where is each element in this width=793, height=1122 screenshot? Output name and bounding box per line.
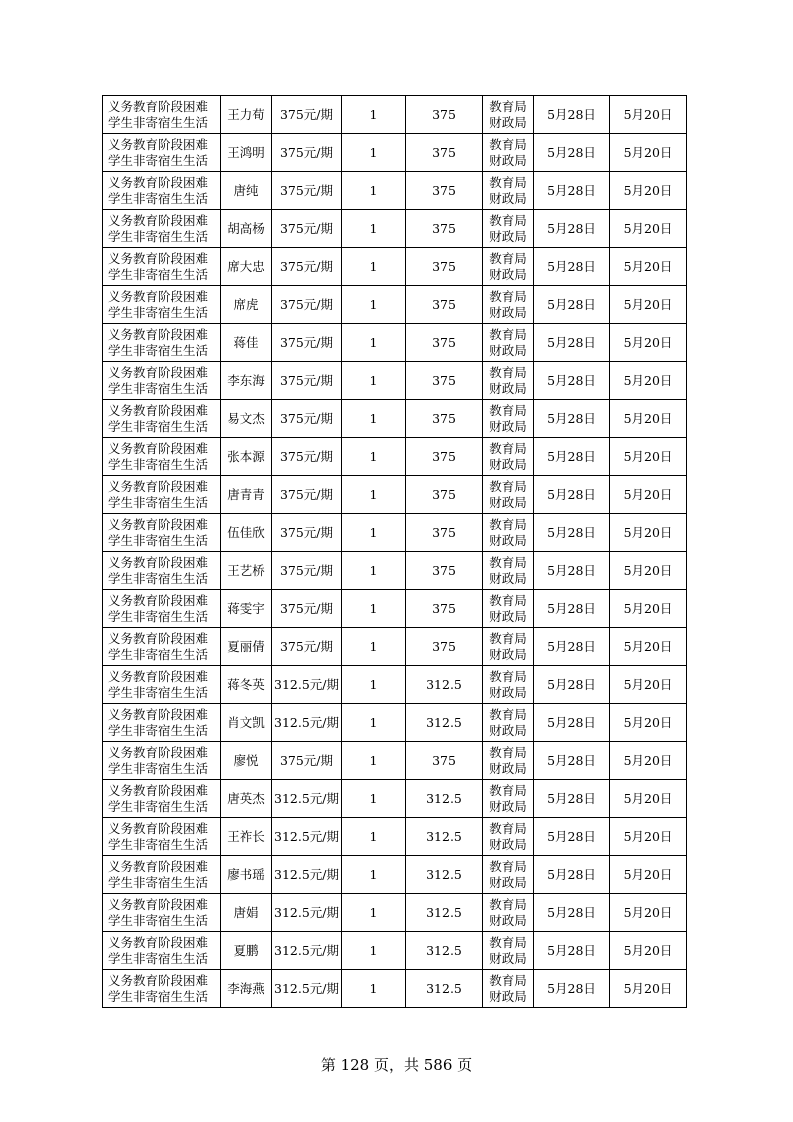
- amount-cell: 375: [406, 210, 483, 248]
- table-row: [103, 286, 687, 324]
- date-cell: 5月20日: [610, 894, 687, 932]
- project-cell: 义务教育阶段困难学生非寄宿生生活: [103, 666, 221, 704]
- date-cell: 5月20日: [610, 970, 687, 1008]
- count-cell: 1: [342, 362, 406, 400]
- table-row: [103, 438, 687, 476]
- name-cell: 蒋佳: [221, 324, 272, 362]
- date-cell: 5月20日: [610, 210, 687, 248]
- count-cell: 1: [342, 286, 406, 324]
- project-cell: 义务教育阶段困难学生非寄宿生生活: [103, 932, 221, 970]
- count-cell: 1: [342, 324, 406, 362]
- count-cell: 1: [342, 400, 406, 438]
- standard-cell: 375元/期: [272, 628, 342, 666]
- amount-cell: 375: [406, 514, 483, 552]
- date-cell: 5月28日: [534, 400, 610, 438]
- name-cell: 李海燕: [221, 970, 272, 1008]
- project-cell: 义务教育阶段困难学生非寄宿生生活: [103, 210, 221, 248]
- date-cell: 5月20日: [610, 628, 687, 666]
- project-cell: 义务教育阶段困难学生非寄宿生生活: [103, 628, 221, 666]
- project-cell: 义务教育阶段困难学生非寄宿生生活: [103, 894, 221, 932]
- amount-cell: 375: [406, 742, 483, 780]
- table-row: [103, 818, 687, 856]
- table-row: [103, 210, 687, 248]
- amount-cell: 375: [406, 248, 483, 286]
- name-cell: 唐纯: [221, 172, 272, 210]
- department-cell: 教育局财政局: [483, 172, 534, 210]
- standard-cell: 312.5元/期: [272, 666, 342, 704]
- department-cell: 教育局财政局: [483, 324, 534, 362]
- amount-cell: 375: [406, 552, 483, 590]
- amount-cell: 375: [406, 286, 483, 324]
- date-cell: 5月28日: [534, 476, 610, 514]
- table-row: [103, 552, 687, 590]
- date-cell: 5月28日: [534, 210, 610, 248]
- count-cell: 1: [342, 666, 406, 704]
- department-cell: 教育局财政局: [483, 970, 534, 1008]
- table-row: [103, 134, 687, 172]
- department-cell: 教育局财政局: [483, 286, 534, 324]
- amount-cell: 312.5: [406, 780, 483, 818]
- date-cell: 5月20日: [610, 514, 687, 552]
- standard-cell: 312.5元/期: [272, 780, 342, 818]
- date-cell: 5月20日: [610, 96, 687, 134]
- date-cell: 5月28日: [534, 438, 610, 476]
- name-cell: 易文杰: [221, 400, 272, 438]
- date-cell: 5月20日: [610, 438, 687, 476]
- date-cell: 5月20日: [610, 552, 687, 590]
- count-cell: 1: [342, 172, 406, 210]
- amount-cell: 312.5: [406, 666, 483, 704]
- date-cell: 5月28日: [534, 96, 610, 134]
- standard-cell: 375元/期: [272, 514, 342, 552]
- name-cell: 夏鹏: [221, 932, 272, 970]
- count-cell: 1: [342, 704, 406, 742]
- table-row: [103, 780, 687, 818]
- count-cell: 1: [342, 628, 406, 666]
- date-cell: 5月20日: [610, 324, 687, 362]
- amount-cell: 375: [406, 172, 483, 210]
- department-cell: 教育局财政局: [483, 932, 534, 970]
- project-cell: 义务教育阶段困难学生非寄宿生生活: [103, 438, 221, 476]
- date-cell: 5月20日: [610, 932, 687, 970]
- standard-cell: 375元/期: [272, 324, 342, 362]
- department-cell: 教育局财政局: [483, 856, 534, 894]
- count-cell: 1: [342, 590, 406, 628]
- date-cell: 5月28日: [534, 742, 610, 780]
- amount-cell: 312.5: [406, 970, 483, 1008]
- table-row: [103, 400, 687, 438]
- date-cell: 5月28日: [534, 514, 610, 552]
- date-cell: 5月28日: [534, 324, 610, 362]
- count-cell: 1: [342, 438, 406, 476]
- date-cell: 5月20日: [610, 666, 687, 704]
- count-cell: 1: [342, 818, 406, 856]
- project-cell: 义务教育阶段困难学生非寄宿生生活: [103, 400, 221, 438]
- count-cell: 1: [342, 970, 406, 1008]
- name-cell: 王力荀: [221, 96, 272, 134]
- standard-cell: 375元/期: [272, 400, 342, 438]
- project-cell: 义务教育阶段困难学生非寄宿生生活: [103, 590, 221, 628]
- standard-cell: 375元/期: [272, 476, 342, 514]
- date-cell: 5月20日: [610, 590, 687, 628]
- date-cell: 5月20日: [610, 134, 687, 172]
- date-cell: 5月20日: [610, 248, 687, 286]
- project-cell: 义务教育阶段困难学生非寄宿生生活: [103, 96, 221, 134]
- department-cell: 教育局财政局: [483, 742, 534, 780]
- amount-cell: 375: [406, 96, 483, 134]
- project-cell: 义务教育阶段困难学生非寄宿生生活: [103, 248, 221, 286]
- standard-cell: 375元/期: [272, 590, 342, 628]
- amount-cell: 375: [406, 134, 483, 172]
- department-cell: 教育局财政局: [483, 666, 534, 704]
- count-cell: 1: [342, 476, 406, 514]
- amount-cell: 312.5: [406, 894, 483, 932]
- count-cell: 1: [342, 552, 406, 590]
- name-cell: 李东海: [221, 362, 272, 400]
- date-cell: 5月28日: [534, 552, 610, 590]
- count-cell: 1: [342, 248, 406, 286]
- standard-cell: 375元/期: [272, 552, 342, 590]
- count-cell: 1: [342, 780, 406, 818]
- project-cell: 义务教育阶段困难学生非寄宿生生活: [103, 970, 221, 1008]
- name-cell: 张本源: [221, 438, 272, 476]
- project-cell: 义务教育阶段困难学生非寄宿生生活: [103, 172, 221, 210]
- table-row: [103, 514, 687, 552]
- table-row: [103, 172, 687, 210]
- standard-cell: 312.5元/期: [272, 818, 342, 856]
- standard-cell: 312.5元/期: [272, 856, 342, 894]
- name-cell: 伍佳欣: [221, 514, 272, 552]
- standard-cell: 312.5元/期: [272, 704, 342, 742]
- project-cell: 义务教育阶段困难学生非寄宿生生活: [103, 286, 221, 324]
- department-cell: 教育局财政局: [483, 134, 534, 172]
- page-number-footer: 第 128 页，共 586 页: [320, 1056, 473, 1074]
- project-cell: 义务教育阶段困难学生非寄宿生生活: [103, 134, 221, 172]
- name-cell: 胡高杨: [221, 210, 272, 248]
- name-cell: 夏丽倩: [221, 628, 272, 666]
- date-cell: 5月28日: [534, 818, 610, 856]
- subsidy-table: [102, 95, 687, 1008]
- date-cell: 5月20日: [610, 286, 687, 324]
- date-cell: 5月28日: [534, 856, 610, 894]
- name-cell: 唐英杰: [221, 780, 272, 818]
- date-cell: 5月28日: [534, 590, 610, 628]
- table-body: [103, 96, 687, 1008]
- project-cell: 义务教育阶段困难学生非寄宿生生活: [103, 856, 221, 894]
- date-cell: 5月20日: [610, 400, 687, 438]
- amount-cell: 375: [406, 362, 483, 400]
- name-cell: 唐娟: [221, 894, 272, 932]
- count-cell: 1: [342, 96, 406, 134]
- date-cell: 5月20日: [610, 856, 687, 894]
- table-row: [103, 628, 687, 666]
- table-row: [103, 248, 687, 286]
- name-cell: 蒋雯宇: [221, 590, 272, 628]
- count-cell: 1: [342, 742, 406, 780]
- table-row: [103, 362, 687, 400]
- count-cell: 1: [342, 856, 406, 894]
- amount-cell: 375: [406, 400, 483, 438]
- table-row: [103, 704, 687, 742]
- standard-cell: 312.5元/期: [272, 894, 342, 932]
- amount-cell: 312.5: [406, 818, 483, 856]
- standard-cell: 375元/期: [272, 248, 342, 286]
- date-cell: 5月28日: [534, 172, 610, 210]
- date-cell: 5月28日: [534, 780, 610, 818]
- project-cell: 义务教育阶段困难学生非寄宿生生活: [103, 476, 221, 514]
- amount-cell: 312.5: [406, 856, 483, 894]
- date-cell: 5月20日: [610, 476, 687, 514]
- date-cell: 5月28日: [534, 970, 610, 1008]
- department-cell: 教育局财政局: [483, 552, 534, 590]
- department-cell: 教育局财政局: [483, 400, 534, 438]
- name-cell: 廖悦: [221, 742, 272, 780]
- amount-cell: 375: [406, 590, 483, 628]
- standard-cell: 375元/期: [272, 362, 342, 400]
- date-cell: 5月28日: [534, 362, 610, 400]
- department-cell: 教育局财政局: [483, 476, 534, 514]
- date-cell: 5月28日: [534, 666, 610, 704]
- name-cell: 唐青青: [221, 476, 272, 514]
- project-cell: 义务教育阶段困难学生非寄宿生生活: [103, 818, 221, 856]
- department-cell: 教育局财政局: [483, 628, 534, 666]
- date-cell: 5月28日: [534, 704, 610, 742]
- department-cell: 教育局财政局: [483, 210, 534, 248]
- department-cell: 教育局财政局: [483, 704, 534, 742]
- date-cell: 5月20日: [610, 780, 687, 818]
- date-cell: 5月20日: [610, 818, 687, 856]
- table-row: [103, 96, 687, 134]
- project-cell: 义务教育阶段困难学生非寄宿生生活: [103, 704, 221, 742]
- department-cell: 教育局财政局: [483, 438, 534, 476]
- department-cell: 教育局财政局: [483, 514, 534, 552]
- name-cell: 王艺桥: [221, 552, 272, 590]
- table-row: [103, 932, 687, 970]
- project-cell: 义务教育阶段困难学生非寄宿生生活: [103, 780, 221, 818]
- name-cell: 席虎: [221, 286, 272, 324]
- name-cell: 蒋冬英: [221, 666, 272, 704]
- name-cell: 廖书瑶: [221, 856, 272, 894]
- table-row: [103, 476, 687, 514]
- standard-cell: 375元/期: [272, 742, 342, 780]
- date-cell: 5月20日: [610, 172, 687, 210]
- amount-cell: 312.5: [406, 932, 483, 970]
- count-cell: 1: [342, 210, 406, 248]
- count-cell: 1: [342, 134, 406, 172]
- name-cell: 肖文凯: [221, 704, 272, 742]
- project-cell: 义务教育阶段困难学生非寄宿生生活: [103, 362, 221, 400]
- standard-cell: 375元/期: [272, 286, 342, 324]
- amount-cell: 375: [406, 476, 483, 514]
- department-cell: 教育局财政局: [483, 362, 534, 400]
- amount-cell: 375: [406, 324, 483, 362]
- count-cell: 1: [342, 894, 406, 932]
- standard-cell: 375元/期: [272, 210, 342, 248]
- table-row: [103, 742, 687, 780]
- standard-cell: 312.5元/期: [272, 970, 342, 1008]
- date-cell: 5月28日: [534, 932, 610, 970]
- project-cell: 义务教育阶段困难学生非寄宿生生活: [103, 552, 221, 590]
- table-row: [103, 970, 687, 1008]
- department-cell: 教育局财政局: [483, 96, 534, 134]
- name-cell: 席大忠: [221, 248, 272, 286]
- amount-cell: 375: [406, 628, 483, 666]
- department-cell: 教育局财政局: [483, 894, 534, 932]
- standard-cell: 312.5元/期: [272, 932, 342, 970]
- date-cell: 5月28日: [534, 628, 610, 666]
- name-cell: 王祚长: [221, 818, 272, 856]
- name-cell: 王鸿明: [221, 134, 272, 172]
- date-cell: 5月28日: [534, 286, 610, 324]
- amount-cell: 375: [406, 438, 483, 476]
- department-cell: 教育局财政局: [483, 780, 534, 818]
- project-cell: 义务教育阶段困难学生非寄宿生生活: [103, 742, 221, 780]
- department-cell: 教育局财政局: [483, 590, 534, 628]
- standard-cell: 375元/期: [272, 134, 342, 172]
- amount-cell: 312.5: [406, 704, 483, 742]
- table-row: [103, 856, 687, 894]
- date-cell: 5月28日: [534, 894, 610, 932]
- table-row: [103, 666, 687, 704]
- date-cell: 5月20日: [610, 362, 687, 400]
- standard-cell: 375元/期: [272, 96, 342, 134]
- count-cell: 1: [342, 514, 406, 552]
- standard-cell: 375元/期: [272, 172, 342, 210]
- department-cell: 教育局财政局: [483, 818, 534, 856]
- department-cell: 教育局财政局: [483, 248, 534, 286]
- date-cell: 5月28日: [534, 248, 610, 286]
- standard-cell: 375元/期: [272, 438, 342, 476]
- project-cell: 义务教育阶段困难学生非寄宿生生活: [103, 514, 221, 552]
- project-cell: 义务教育阶段困难学生非寄宿生生活: [103, 324, 221, 362]
- count-cell: 1: [342, 932, 406, 970]
- table-row: [103, 590, 687, 628]
- table-row: [103, 324, 687, 362]
- table-row: [103, 894, 687, 932]
- date-cell: 5月28日: [534, 134, 610, 172]
- date-cell: 5月20日: [610, 704, 687, 742]
- date-cell: 5月20日: [610, 742, 687, 780]
